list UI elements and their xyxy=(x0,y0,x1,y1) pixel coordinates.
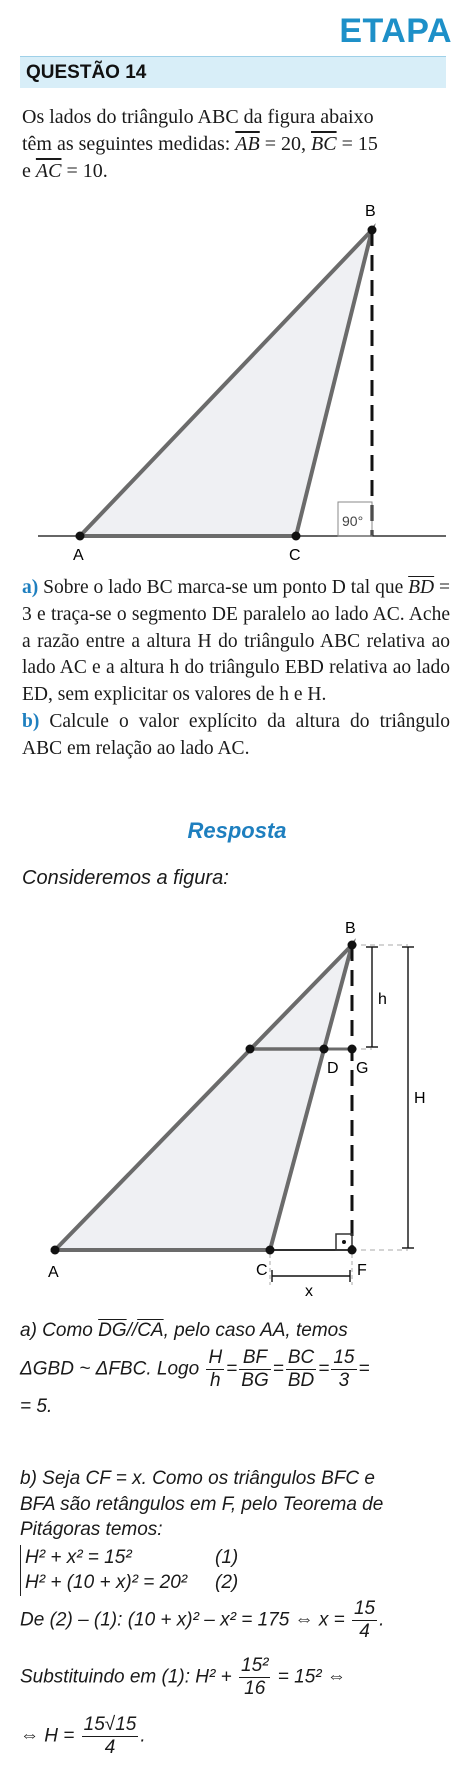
triangle-figure-2 xyxy=(0,905,474,1300)
label-h: h xyxy=(378,991,387,1008)
label-c-2: C xyxy=(256,1262,268,1279)
sol-b-line-1: b) Seja CF = x. Como os triângulos BFC e xyxy=(20,1468,375,1489)
segment-ab: $\overline{AB}$ xyxy=(235,133,260,155)
fraction-x xyxy=(352,1598,377,1643)
fraction-BF-BG xyxy=(239,1347,270,1392)
frac-num: H xyxy=(208,1347,223,1368)
label-a-2: A xyxy=(48,1264,59,1281)
intro-text: = 15 xyxy=(336,133,378,155)
solution-a-result: = 5. xyxy=(20,1396,53,1417)
intro-line-1: Os lados do triângulo ABC da figura abaixo xyxy=(22,106,374,128)
segment-ac: $\overline{AC}$ xyxy=(35,160,62,182)
question-label: QUESTÃO 14 xyxy=(26,62,147,83)
label-x: x xyxy=(305,1283,313,1300)
equals: = xyxy=(318,1358,330,1380)
triangle-figure-1 xyxy=(0,200,474,570)
point-a xyxy=(76,532,85,541)
right-angle-dot xyxy=(342,1240,346,1244)
equals: = xyxy=(358,1358,370,1380)
triangle-abc-2 xyxy=(55,945,352,1250)
part-a-text-2: = 3 e traça-se o segmento DE paralelo ao lado AC. Ache a razão entre a altura H do triângulo ABC relativa ao lado AC e a altura h do triângulo EBD relativa ao lado ED, sem explicitar os valores de h e H. xyxy=(22,577,451,706)
fraction-H-h xyxy=(206,1347,224,1392)
label-b: B xyxy=(365,203,376,220)
intro-text: têm as seguintes medidas: xyxy=(22,133,236,155)
period: . xyxy=(140,1725,146,1747)
point-g xyxy=(348,1045,357,1054)
parallel-sign: // xyxy=(126,1320,138,1341)
frac-den: 16 xyxy=(244,1677,266,1699)
frac-den: 4 xyxy=(359,1620,370,1642)
sol-b-line-5 xyxy=(20,1655,460,1700)
fraction-15-3 xyxy=(331,1347,356,1392)
equation-system xyxy=(20,1545,285,1596)
point-f xyxy=(348,1246,357,1255)
point-e xyxy=(246,1045,255,1054)
label-a: A xyxy=(73,547,84,564)
equals: = xyxy=(272,1358,284,1380)
eq1-tag: (1) xyxy=(215,1546,239,1568)
segment-ca-label: $\overline{CA}$ xyxy=(137,1320,164,1341)
part-b-tag: b) xyxy=(22,710,40,732)
frac-num: BC xyxy=(287,1347,315,1368)
question-intro xyxy=(22,104,450,185)
frac-num: 15√15 xyxy=(83,1713,137,1735)
frac-den: 3 xyxy=(338,1370,350,1391)
label-H: H xyxy=(414,1090,426,1107)
point-b xyxy=(368,226,377,235)
eq2-tag: (2) xyxy=(215,1572,239,1593)
answer-title: Resposta xyxy=(187,818,287,843)
frac-num: BF xyxy=(239,1347,270,1370)
point-a-2 xyxy=(51,1246,60,1255)
point-b-2 xyxy=(348,941,357,950)
frac-num: 15 xyxy=(353,1597,376,1619)
solution-a-line-1 xyxy=(20,1318,456,1344)
equals: = xyxy=(226,1358,238,1380)
solution-b xyxy=(20,1466,460,1759)
sol-b-line-2: BFA são retângulos em F, pelo Teorema de xyxy=(20,1493,384,1515)
sol-b-line-6 xyxy=(20,1714,460,1759)
solution-a xyxy=(20,1318,456,1420)
intro-line-2 xyxy=(22,131,450,158)
eq1-text: H² + x² = 15² xyxy=(25,1546,132,1568)
fraction-final xyxy=(82,1714,139,1759)
fraction-225-16 xyxy=(239,1655,270,1700)
sol-a-text: , pelo caso AA, temos xyxy=(163,1320,348,1341)
part-b-text: Calcule o valor explícito da altura do triângulo ABC em relação ao lado AC. xyxy=(22,710,450,759)
substitution-text-2: = 15² ⇔ xyxy=(272,1666,346,1688)
part-a-text: Sobre o lado BC marca-se um ponto D tal que xyxy=(38,577,409,598)
frac-den: h xyxy=(210,1370,221,1391)
label-c: C xyxy=(289,547,301,564)
label-g: G xyxy=(356,1060,369,1077)
eq2-text: H² + (10 + x)² = 20² xyxy=(25,1572,188,1593)
point-d xyxy=(320,1045,329,1054)
label-d: D xyxy=(327,1060,339,1077)
frac-num: 15² xyxy=(241,1654,269,1676)
frac-den: BD xyxy=(287,1370,315,1391)
intro-text: = 10. xyxy=(61,160,108,182)
solution-a-line-2 xyxy=(20,1347,456,1392)
segment-bc: $\overline{BC}$ xyxy=(311,133,337,155)
frac-num: 15 xyxy=(333,1347,355,1368)
equation-2 xyxy=(25,1570,285,1596)
equation-1 xyxy=(25,1545,285,1571)
question-parts xyxy=(22,575,450,763)
consider-text: Consideremos a figura: xyxy=(22,867,229,889)
point-c xyxy=(292,532,301,541)
brand-logo: ETAPA xyxy=(339,12,452,50)
subtraction-text: De (2) – (1): (10 + x)² – x² = 175 ⇔ x = xyxy=(20,1609,350,1631)
sol-a-text: a) Como xyxy=(20,1320,99,1341)
frac-den: BG xyxy=(241,1370,269,1391)
segment-bd: $\overline{BD}$ xyxy=(408,577,435,598)
sol-b-line-4 xyxy=(20,1598,460,1643)
intro-line-3 xyxy=(22,158,450,185)
triangle-abc xyxy=(80,230,372,536)
question-header xyxy=(20,56,446,88)
final-text: ⇔ H = xyxy=(20,1725,80,1747)
substitution-text: Substituindo em (1): H² + xyxy=(20,1666,238,1688)
part-a-tag: a) xyxy=(22,577,39,598)
sol-b-line-3: Pitágoras temos: xyxy=(20,1519,163,1540)
angle-label: 90° xyxy=(342,513,364,529)
fraction-BC-BD xyxy=(286,1347,316,1392)
label-f: F xyxy=(357,1262,367,1279)
similarity-text: ΔGBD ~ ΔFBC. Logo xyxy=(20,1358,205,1380)
intro-text: = 20, xyxy=(259,133,312,155)
period: . xyxy=(379,1609,385,1631)
segment-dg-label: $\overline{DG}$ xyxy=(98,1320,127,1341)
label-b-2: B xyxy=(345,920,356,937)
frac-den: 4 xyxy=(104,1736,116,1758)
point-c-2 xyxy=(266,1246,275,1255)
intro-text: e xyxy=(22,160,36,182)
